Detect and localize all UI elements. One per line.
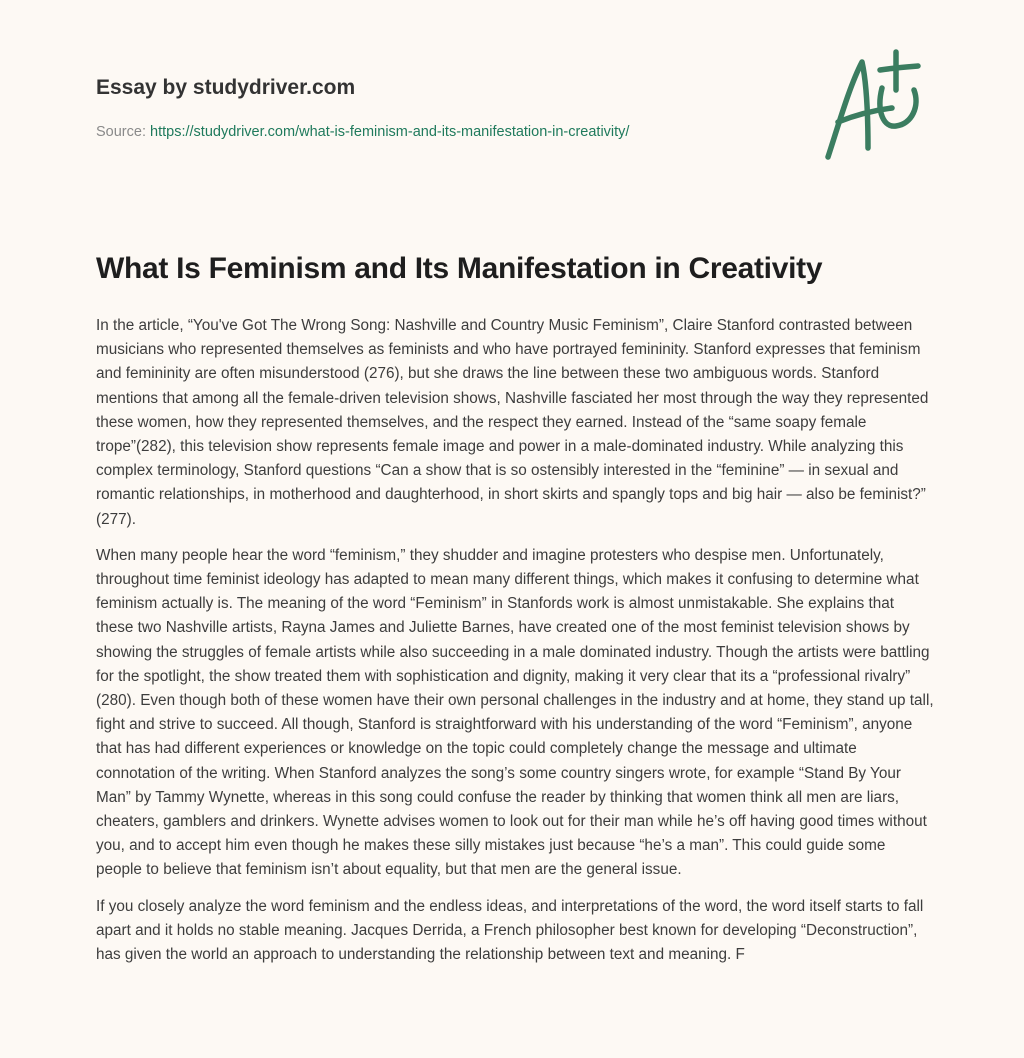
essay-body [96, 314, 934, 979]
paragraph: When many people hear the word “feminism,” they shudder and imagine protesters who despise men. Unfortunately, throughout time feminist ideology has adapted to mean many different things, which makes it confusing to determine what feminism actually is. The meaning of the word “Feminism” in Stanfords work is almost unmistakable. She explains that these two Nashville artists, Rayna James and Juliette Barnes, have created one of the most feminist television shows by showing the struggles of female artists while also succeeding in a male dominated industry. Though the artists were battling for the spotlight, the show treated them with sophistication and dignity, making it very clear that its a “professional rivalry” (280). Even though both of these women have their own personal challenges in the industry and at home, they stand up tall, fight and strive to succeed. All though, Stanford is straightforward with his understanding of the word “Feminism”, anyone that has had different experiences or knowledge on the topic could completely change the message and ultimate connotation of the writing. When Stanford analyzes the song’s some country singers wrote, for example “Stand By Your Man” by Tammy Wynette, whereas in this song could confuse the reader by thinking that women think all men are liars, cheaters, gamblers and drinkers. Wynette advises women to look out for their man while he’s off having good times without you, and to accept him even though he makes these silly mistakes just because “he’s a man”. This could guide some people to believe that feminism isn’t about equality, but that men are the general issue. [96, 546, 934, 879]
source-line [96, 124, 629, 140]
paragraph: In the article, “You've Got The Wrong Song: Nashville and Country Music Feminism”, Claire Stanford contrasted between musicians who represented themselves as feminists and who have portrayed femininity. Stanford expresses that feminism and femininity are often misunderstood (276), but she draws the line between these two ambiguous words. Stanford mentions that among all the female-driven television shows, Nashville fasciated her most through the way they represented these women, how they represented themselves, and the respect they earned. Instead of the “same soapy female trope”(282), this television show represents female image and power in a male-dominated industry. While analyzing this complex terminology, Stanford questions “Can a show that is so ostensibly interested in the “feminine” — in sexual and romantic relationships, in motherhood and daughterhood, in short skirts and spangly tops and big hair — also be feminist?” (277). [96, 317, 929, 528]
a-plus-logo-icon [818, 40, 928, 165]
brand-title: Essay by studydriver.com [96, 76, 356, 99]
paragraph: If you closely analyze the word feminism and the endless ideas, and interpretations of the word, the word itself starts to fall apart and it holds no stable meaning. Jacques Derrida, a French philosopher best known for developing “Deconstruction”, has given the world an approach to understanding the relationship between text and meaning. F [96, 897, 924, 964]
essay-title: What Is Feminism and Its Manifestation in Creativity [96, 252, 823, 285]
source-label: Source: [96, 124, 146, 140]
source-link[interactable]: https://studydriver.com/what-is-feminism-and-its-manifestation-in-creativity/ [150, 124, 630, 140]
